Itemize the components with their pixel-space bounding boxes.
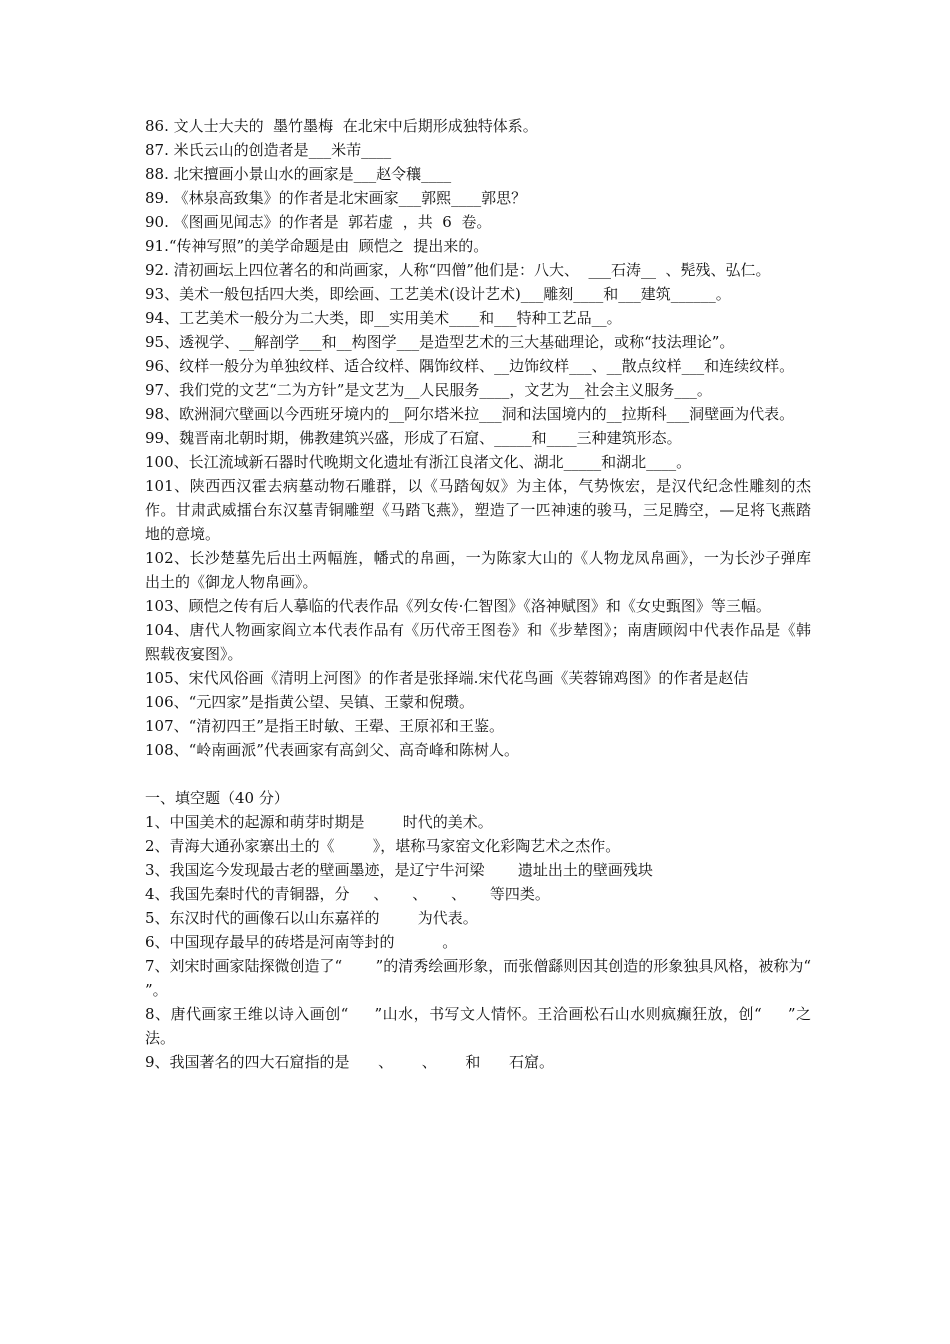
fill-question-item: 9、我国著名的四大石窟指的是 、 、 和 石窟。 xyxy=(145,1053,554,1071)
question-item: 88. 北宋擅画小景山水的画家是___赵令穰____ xyxy=(145,165,452,183)
question-item: 108、“岭南画派”代表画家有高剑父、高奇峰和陈树人。 xyxy=(145,741,519,759)
question-item: 87. 米氏云山的创造者是___米芾____ xyxy=(145,141,392,159)
fill-question-item: 4、我国先秦时代的青铜器，分 、 、 、 等四类。 xyxy=(145,885,550,903)
question-item: 105、宋代风俗画《清明上河图》的作者是张择端.宋代花鸟画《芙蓉锦鸡图》的作者是赵佶 xyxy=(145,669,749,687)
answered-question-list xyxy=(145,114,811,762)
question-item: 94、工艺美术一般分为二大类，即__实用美术____和___特种工艺品__。 xyxy=(145,309,622,327)
question-item: 86. 文人士大夫的 墨竹墨梅 在北宋中后期形成独特体系。 xyxy=(145,117,538,135)
question-item: 103、顾恺之传有后人摹临的代表作品《列女传·仁智图》《洛神赋图》和《女史甄图》等三幅。 xyxy=(145,597,771,615)
question-item: 104、唐代人物画家阎立本代表作品有《历代帝王图卷》和《步辇图》；南唐顾闳中代表作品是《韩熙载夜宴图》。 xyxy=(145,621,811,663)
section-gap xyxy=(145,762,811,786)
question-item: 96、纹样一般分为单独纹样、适合纹样、隅饰纹样、__边饰纹样___、__散点纹样___和连续纹样。 xyxy=(145,357,795,375)
question-item: 90. 《图画见闻志》的作者是 郭若虚 ，共 6 卷。 xyxy=(145,213,492,231)
fill-question-item: 3、我国迄今发现最古老的壁画墨迹，是辽宁牛河梁 遗址出土的壁画残块 xyxy=(145,861,653,879)
fill-question-item: 1、中国美术的起源和萌芽时期是 时代的美术。 xyxy=(145,813,493,831)
question-item: 95、透视学、__解剖学___和__构图学___是造型艺术的三大基础理论，或称“技法理论”。 xyxy=(145,333,735,351)
question-item: 101、陕西西汉霍去病墓动物石雕群，以《马踏匈奴》为主体，气势恢宏，是汉代纪念性雕刻的杰作。甘肃武威擂台东汉墓青铜雕塑《马踏飞燕》，塑造了一匹神速的骏马，三足腾空，—足将飞燕踏地的意境。 xyxy=(145,477,811,543)
question-item: 99、魏晋南北朝时期，佛教建筑兴盛，形成了石窟、_____和____三种建筑形态。 xyxy=(145,429,682,447)
question-item: 89. 《林泉高致集》的作者是北宋画家___郭熙____郭思？ xyxy=(145,189,527,207)
section-heading: 一、填空题（40 分） xyxy=(145,789,289,807)
fill-question-item: 6、中国现存最早的砖塔是河南等封的 。 xyxy=(145,933,458,951)
question-item: 91.“传神写照”的美学命题是由 顾恺之 提出来的。 xyxy=(145,237,489,255)
fill-in-question-list xyxy=(145,810,840,1074)
question-item: 102、长沙楚墓先后出土两幅旌，幡式的帛画，一为陈家大山的《人物龙凤帛画》，一为长沙子弹库出土的《御龙人物帛画》。 xyxy=(145,549,811,591)
question-item: 92. 清初画坛上四位著名的和尚画家，人称“四僧”他们是：八大、 ___石涛__ 、髡残、弘仁。 xyxy=(145,261,771,279)
fill-question-item: 5、东汉时代的画像石以山东嘉祥的 为代表。 xyxy=(145,909,478,927)
fill-question-item: 8、唐代画家王维以诗入画创“ ”山水，书写文人情怀。王洽画松石山水则疯癫狂放，创“ ”之法。 xyxy=(145,1005,811,1047)
question-item: 107、“清初四王”是指王时敏、王翚、王原祁和王鉴。 xyxy=(145,717,504,735)
question-item: 106、“元四家”是指黄公望、吴镇、王蒙和倪瓒。 xyxy=(145,693,474,711)
fill-question-item: 7、刘宋时画家陆探微创造了“ ”的清秀绘画形象，而张僧繇则因其创造的形象独具风格，被称为“ ”。 xyxy=(145,957,840,999)
question-item: 93、美术一般包括四大类，即绘画、工艺美术(设计艺术)___雕刻____和___建筑______。 xyxy=(145,285,731,303)
fill-question-item: 2、青海大通孙家寨出土的《 》，堪称马家窑文化彩陶艺术之杰作。 xyxy=(145,837,621,855)
question-item: 97、我们党的文艺“二为方针”是文艺为__人民服务____，文艺为__社会主义服务___。 xyxy=(145,381,712,399)
question-item: 100、长江流域新石器时代晚期文化遗址有浙江良渚文化、湖北_____和湖北____。 xyxy=(145,453,692,471)
document-page xyxy=(145,114,840,1074)
question-item: 98、欧洲洞穴壁画以今西班牙境内的__阿尔塔米拉___洞和法国境内的__拉斯科___洞壁画为代表。 xyxy=(145,405,795,423)
